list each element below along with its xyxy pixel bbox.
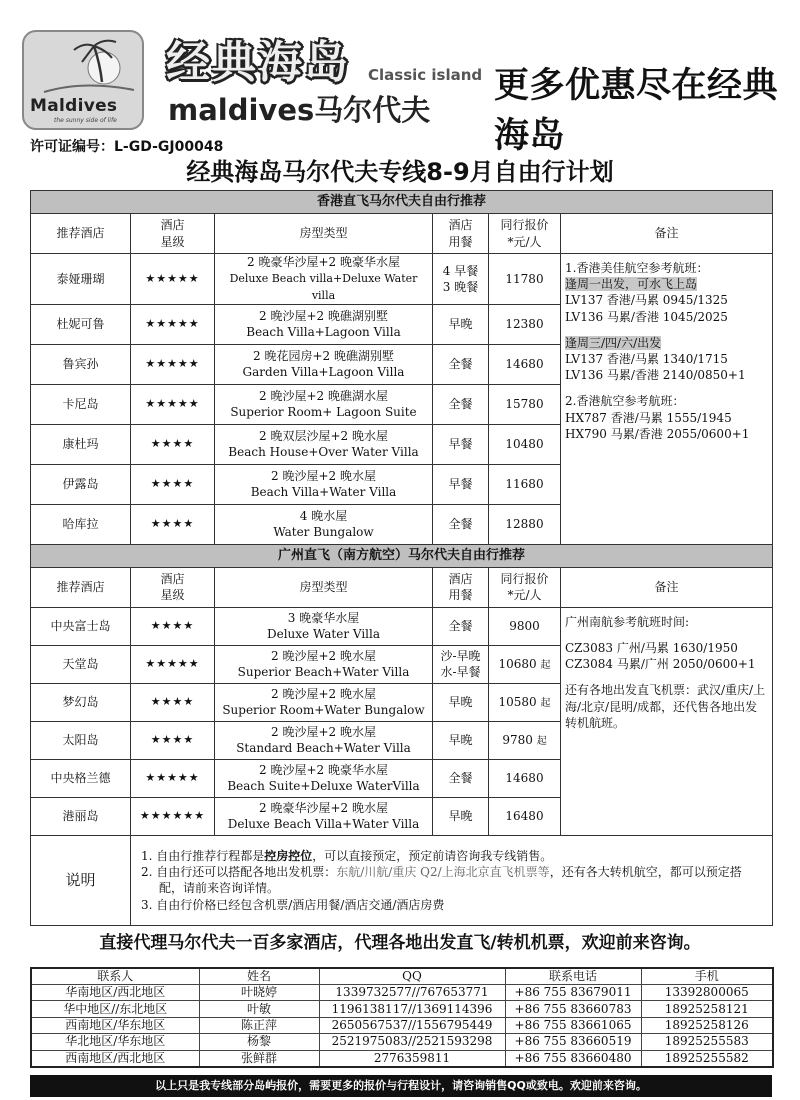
contact-header-row: [31, 968, 773, 985]
hotel-name: 鲁宾孙: [31, 344, 131, 384]
price: 14680: [489, 344, 561, 384]
note-item: 3. 自由行价格已经包含机票/酒店用餐/酒店交通/酒店房费: [141, 897, 445, 912]
col-room: 房型类型: [215, 214, 433, 254]
contact-row: 华中地区//东北地区 叶敏 1196138117//1369114396 +86 755 83660783 18925258121: [31, 1001, 773, 1017]
price: 12880: [489, 504, 561, 544]
col-contact: 联系人: [31, 968, 199, 985]
col-remark: 备注: [561, 214, 773, 254]
price: 11680: [489, 464, 561, 504]
room-type: 2 晚花园房+2 晚礁湖别墅 Garden Villa+Lagoon Villa: [215, 344, 433, 384]
star-rating: ★★★★: [131, 424, 215, 464]
page-header: [0, 0, 800, 186]
brand-maldives: maldives马尔代夫: [168, 93, 431, 127]
meal-plan: 全餐: [433, 759, 489, 797]
col-price: 同行报价 *元/人: [489, 567, 561, 607]
star-rating: ★★★★: [131, 504, 215, 544]
room-type: 4 晚水屋 Water Bungalow: [215, 504, 433, 544]
room-type: 2 晚双层沙屋+2 晚水屋 Beach House+Over Water Villa: [215, 424, 433, 464]
col-star: 酒店 星级: [131, 214, 215, 254]
col-price: 同行报价 *元/人: [489, 214, 561, 254]
table-row: [31, 254, 773, 305]
room-type: 2 晚豪华沙屋+2 晚豪华水屋 Deluxe Beach villa+Deluxe Water villa: [215, 254, 433, 305]
notes-label: 说明: [31, 835, 131, 925]
col-meal: 酒店 用餐: [433, 214, 489, 254]
star-rating: ★★★★★: [131, 304, 215, 344]
hk-flight-remark: 1.香港美佳航空参考航班： 逢周一出发，可水飞上岛 LV137 香港/马累 0945/1325 LV136 马累/香港 1045/2025 逢周三/四/六/出发 LV137 香港/马累 1340/1715 LV136 马累/香港 2140/0850+1 2.香港航空参考航班： HX787 香港/马累 1555/1945 HX790 马累/香港 2055/0600+1: [561, 254, 773, 545]
col-mobile: 手机: [641, 968, 773, 985]
col-hotel: 推荐酒店: [31, 567, 131, 607]
contact-row: 西南地区/西北地区 张鲜群 2776359811 +86 755 83660480 18925255582: [31, 1050, 773, 1067]
footer-banner: 以上只是我专线部分岛屿报价，需要更多的报价与行程设计，请咨询销售QQ或致电。欢迎前来咨询。: [30, 1075, 772, 1097]
meal-plan: 全餐: [433, 607, 489, 645]
notes-content: [131, 835, 773, 925]
logo-wordmark: Maldives: [30, 96, 118, 116]
hk-section-title: 香港直飞马尔代夫自由行推荐: [31, 191, 773, 214]
price-table: [30, 190, 773, 926]
hotel-name: 梦幻岛: [31, 683, 131, 721]
meal-plan: 早餐: [433, 464, 489, 504]
logo-tagline: the sunny side of life: [54, 117, 117, 124]
meal-plan: 早晚: [433, 683, 489, 721]
price: 10480: [489, 424, 561, 464]
star-rating: ★★★★★: [131, 645, 215, 683]
col-remark: 备注: [561, 567, 773, 607]
col-phone: 联系电话: [505, 968, 641, 985]
meal-plan: 全餐: [433, 504, 489, 544]
contact-row: 西南地区/华东地区 陈正萍 2650567537//1556795449 +86 755 83661065 18925258126: [31, 1017, 773, 1033]
star-rating: ★★★★: [131, 683, 215, 721]
hotel-name: 哈库拉: [31, 504, 131, 544]
hotel-name: 康杜玛: [31, 424, 131, 464]
col-name: 姓名: [199, 968, 319, 985]
star-rating: ★★★★: [131, 721, 215, 759]
meal-plan: 全餐: [433, 344, 489, 384]
note-item: 1. 自由行推荐行程都是控房控位，可以直接预定，预定前请咨询我专线销售。: [141, 849, 553, 863]
contact-table: [30, 967, 774, 1068]
star-rating: ★★★★: [131, 607, 215, 645]
room-type: 2 晚沙屋+2 晚水屋 Standard Beach+Water Villa: [215, 721, 433, 759]
room-type: 2 晚沙屋+2 晚水屋 Superior Room+Water Bungalow: [215, 683, 433, 721]
star-rating: ★★★★★: [131, 254, 215, 305]
star-rating: ★★★★: [131, 464, 215, 504]
page-title: 经典海岛马尔代夫专线8-9月自由行计划: [186, 158, 614, 186]
room-type: 2 晚沙屋+2 晚礁湖水屋 Superior Room+ Lagoon Suite: [215, 384, 433, 424]
price: 14680: [489, 759, 561, 797]
brand-name-cn: 经典海岛: [166, 37, 350, 88]
price: 9800: [489, 607, 561, 645]
slogan: 更多优惠尽在经典海岛: [494, 66, 779, 156]
brand-name-en: Classic island: [368, 66, 483, 84]
price: 10680 起: [489, 645, 561, 683]
price: 15780: [489, 384, 561, 424]
gz-flight-remark: 广州南航参考航班时间: CZ3083 广州/马累 1630/1950 CZ3084 马累/广州 2050/0600+1 还有各地出发直飞机票：武汉/重庆/上海/北京/昆明/成都，还代售各地出发转机航班。: [561, 607, 773, 835]
meal-plan: 早晚: [433, 721, 489, 759]
star-rating: ★★★★★: [131, 384, 215, 424]
price: 12380: [489, 304, 561, 344]
meal-plan: 早晚: [433, 304, 489, 344]
license-number: 许可证编号：L-GD-GJ00048: [30, 139, 224, 155]
gz-column-header: [31, 567, 773, 607]
col-room: 房型类型: [215, 567, 433, 607]
hotel-name: 中央富士岛: [31, 607, 131, 645]
star-rating: ★★★★★: [131, 759, 215, 797]
meal-plan: 全餐: [433, 384, 489, 424]
col-meal: 酒店 用餐: [433, 567, 489, 607]
col-qq: QQ: [319, 968, 505, 985]
col-hotel: 推荐酒店: [31, 214, 131, 254]
room-type: 3 晚豪华水屋 Deluxe Water Villa: [215, 607, 433, 645]
agency-statement: 直接代理马尔代夫一百多家酒店，代理各地出发直飞/转机机票，欢迎前来咨询。: [99, 933, 701, 953]
star-rating: ★★★★★★: [131, 797, 215, 835]
hotel-name: 杜妮可鲁: [31, 304, 131, 344]
hotel-name: 港丽岛: [31, 797, 131, 835]
price: 16480: [489, 797, 561, 835]
room-type: 2 晚沙屋+2 晚水屋 Superior Beach+Water Villa: [215, 645, 433, 683]
hotel-name: 伊露岛: [31, 464, 131, 504]
room-type: 2 晚沙屋+2 晚豪华水屋 Beach Suite+Deluxe WaterVilla: [215, 759, 433, 797]
hk-column-header: [31, 214, 773, 254]
contact-row: 华北地区/华东地区 杨黎 2521975083//2521593298 +86 755 83660519 18925255583: [31, 1034, 773, 1050]
contact-row: 华南地区/西北地区 叶晓婷 1339732577//767653771 +86 755 83679011 13392800065: [31, 985, 773, 1001]
gz-section-title: 广州直飞（南方航空）马尔代夫自由行推荐: [31, 544, 773, 567]
col-star: 酒店 星级: [131, 567, 215, 607]
price: 9780 起: [489, 721, 561, 759]
table-row: [31, 607, 773, 645]
notes-row: [31, 835, 773, 925]
room-type: 2 晚沙屋+2 晚礁湖别墅 Beach Villa+Lagoon Villa: [215, 304, 433, 344]
meal-plan: 早晚: [433, 797, 489, 835]
hotel-name: 卡尼岛: [31, 384, 131, 424]
hotel-name: 泰娅珊瑚: [31, 254, 131, 305]
room-type: 2 晚沙屋+2 晚水屋 Beach Villa+Water Villa: [215, 464, 433, 504]
star-rating: ★★★★★: [131, 344, 215, 384]
hotel-name: 太阳岛: [31, 721, 131, 759]
note-item: 2. 自由行还可以搭配各地出发机票：东航/川航/重庆 Q2/上海北京直飞机票等，还有各大转机航空，都可以预定搭配，请前来咨询详情。: [141, 865, 742, 896]
meal-plan: 早餐: [433, 424, 489, 464]
price: 11780: [489, 254, 561, 305]
maldives-logo: [22, 30, 144, 130]
meal-plan: 沙-早晚 水-早餐: [433, 645, 489, 683]
price: 10580 起: [489, 683, 561, 721]
hotel-name: 中央格兰德: [31, 759, 131, 797]
hotel-name: 天堂岛: [31, 645, 131, 683]
room-type: 2 晚豪华沙屋+2 晚水屋 Deluxe Beach Villa+Water Villa: [215, 797, 433, 835]
meal-plan: 4 早餐 3 晚餐: [433, 254, 489, 305]
